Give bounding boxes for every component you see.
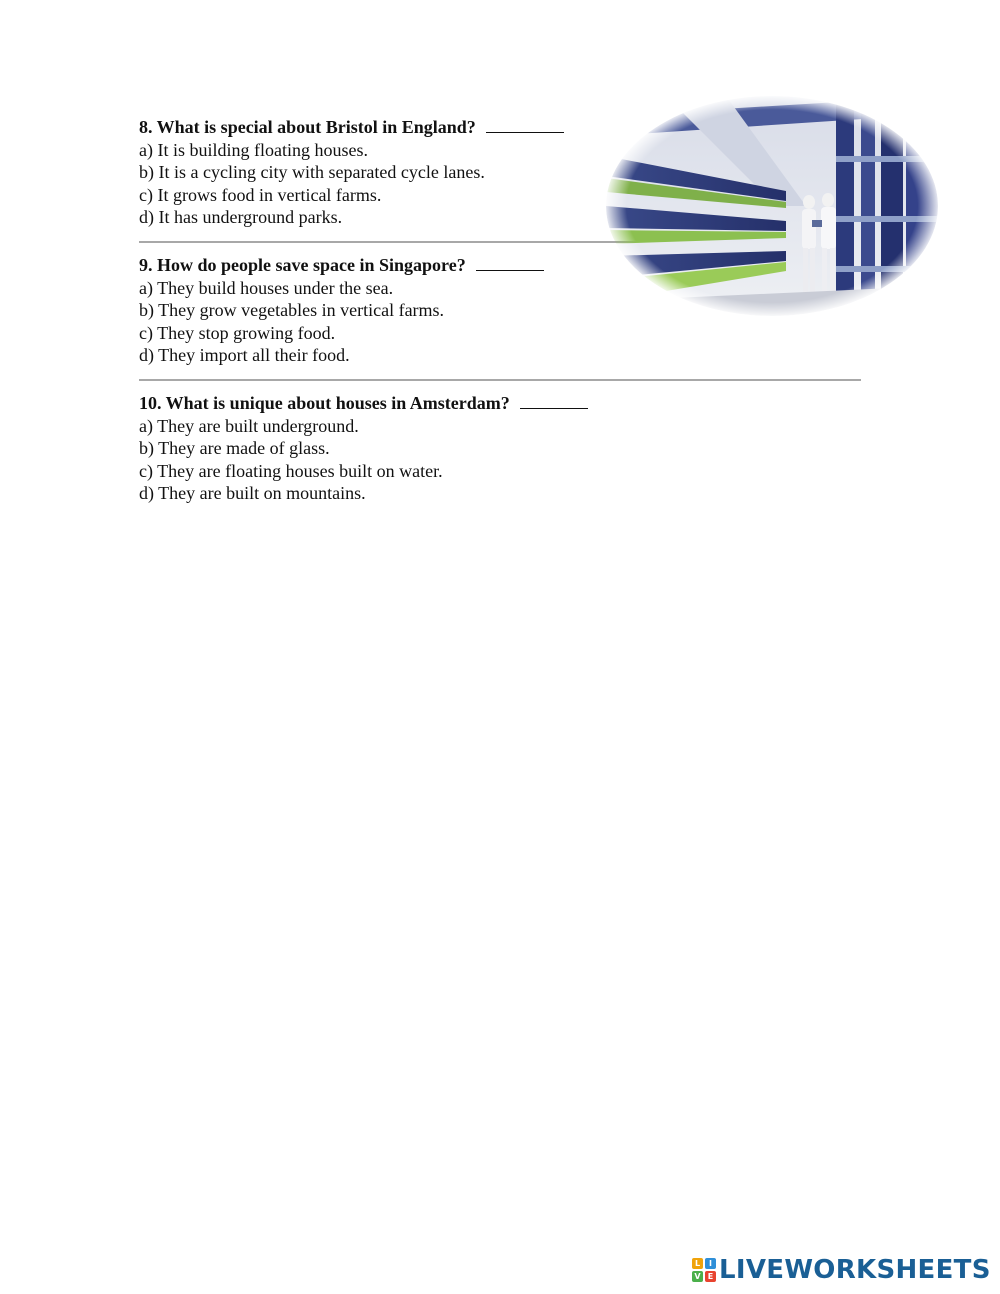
option-c: c) They stop growing food.	[139, 322, 336, 343]
logo-mark-tile: V	[692, 1271, 703, 1282]
logo-text: LIVEWORKSHEETS	[719, 1255, 991, 1285]
option-c: c) They are floating houses built on water.	[139, 460, 443, 481]
option-b: b) They grow vegetables in vertical farms.	[139, 300, 445, 321]
logo-mark-tile: I	[705, 1258, 716, 1269]
option-b: b) It is a cycling city with separated cycle lanes.	[139, 162, 485, 183]
option-d: d) They are built on mountains.	[139, 483, 366, 504]
question-title: 10. What is unique about houses in Amsterdam?	[139, 392, 861, 415]
question-title: 9. How do people save space in Singapore?	[139, 254, 861, 277]
option-d: d) They import all their food.	[139, 345, 350, 366]
answer-blank[interactable]	[520, 394, 588, 409]
logo-mark-tile: E	[705, 1271, 716, 1282]
liveworksheets-logo	[692, 1255, 991, 1285]
vertical-farm-photo	[606, 96, 938, 316]
option-a: a) They are built underground.	[139, 415, 359, 436]
logo-mark-icon	[692, 1258, 716, 1282]
question-title: 8. What is special about Bristol in England?	[139, 116, 861, 139]
question-10	[139, 392, 861, 505]
option-a: a) They build houses under the sea.	[139, 277, 394, 298]
option-b: b) They are made of glass.	[139, 438, 330, 459]
option-c: c) It grows food in vertical farms.	[139, 184, 382, 205]
answer-blank[interactable]	[486, 118, 564, 133]
answer-blank[interactable]	[476, 256, 544, 271]
option-a: a) It is building floating houses.	[139, 139, 368, 160]
logo-mark-tile: L	[692, 1258, 703, 1269]
option-d: d) It has underground parks.	[139, 207, 343, 228]
divider	[139, 379, 861, 381]
vertical-farm-illustration	[606, 96, 938, 316]
